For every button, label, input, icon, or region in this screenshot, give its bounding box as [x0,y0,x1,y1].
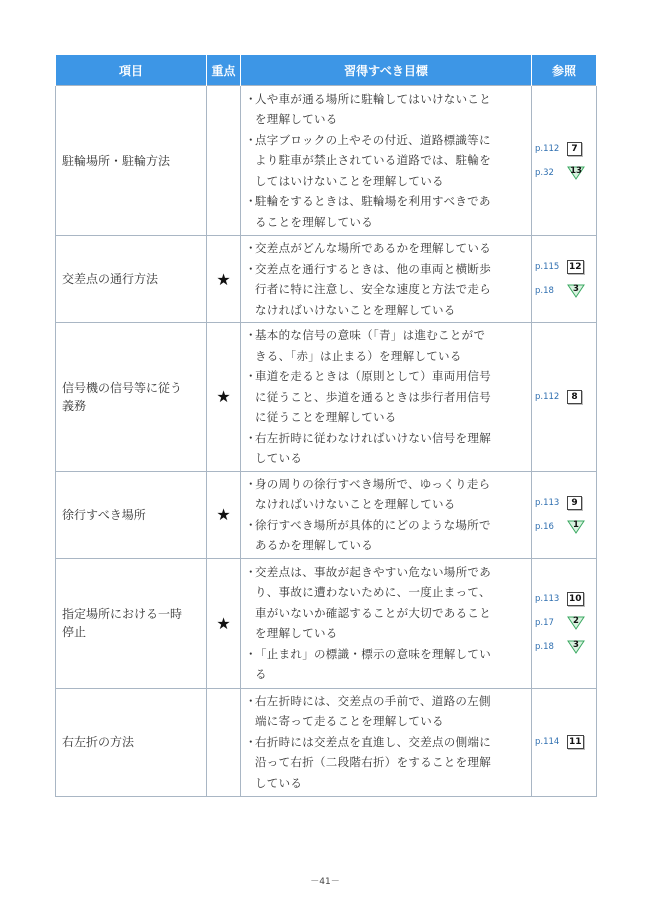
chapter-triangle-number: 3 [573,640,579,650]
bullet-icon [245,448,255,469]
priority-star: ★ [207,471,241,558]
table-row [56,471,597,558]
chapter-box: 8 [567,390,582,404]
page-ref [535,730,596,754]
goal-line [245,515,527,536]
goal-text: 沿って右折（二段階右折）をすることを理解 [255,755,491,770]
chapter-triangle-icon [567,640,585,654]
page-number: －41－ [310,877,340,887]
ref-cell [532,558,597,688]
bullet-icon: ・ [245,328,257,342]
page-ref-number: p.112 [535,143,560,154]
page-ref-number: p.18 [535,642,554,652]
goal-text: 右折時には交差点を直進し、交差点の側端に [255,734,491,749]
priority-star [207,688,241,796]
bullet-icon: ・ [245,517,257,532]
page-ref-number: p.32 [535,167,554,178]
goal-line [245,259,527,280]
goal-line [245,89,527,110]
goal-text: 車がいないか確認することが大切であること [255,605,491,620]
bullet-icon: ・ [245,91,257,106]
item-cell [56,86,207,236]
bullet-icon: ・ [245,132,257,147]
bullet-icon [245,407,255,428]
goal-text: している [255,775,303,790]
goal-text: している [255,451,303,465]
table-row [56,323,597,472]
item-label: 義務 [62,398,87,413]
goal-line [245,428,527,449]
page-ref-number: p.18 [535,286,554,296]
goal-line [245,711,527,732]
goal-line [245,130,527,151]
chapter-triangle-icon [567,284,585,298]
item-cell [56,471,207,558]
item-cell [56,688,207,796]
goal-line [245,325,527,346]
goal-text: 右左折時には、交差点の手前で、道路の左側 [255,693,491,708]
goal-cell [241,236,532,323]
ref-cell [532,688,597,796]
goal-text: ることを理解している [255,214,373,229]
goal-line [245,171,527,192]
goal-line [245,562,527,583]
chapter-triangle-number: 3 [573,284,579,294]
goal-line [245,387,527,408]
chapter-triangle-icon [567,166,585,180]
table-row [56,236,597,323]
goal-text: 人や車が通る場所に駐輪してはいけないこと [255,91,491,106]
bullet-icon: ・ [245,369,257,383]
goal-text: 点字ブロックの上やその付近、道路標識等に [255,132,491,147]
goal-cell [241,688,532,796]
item-label: 徐行すべき場所 [62,507,146,522]
goal-text: 行者に特に注意し、安全な速度と方法で走ら [255,282,491,296]
bullet-icon: ・ [245,241,257,255]
goal-text: 交差点は、事故が起きやすい危ない場所であ [255,564,491,579]
page-ref [535,385,596,409]
priority-star: ★ [207,323,241,472]
goal-text: り、事故に遭わないために、一度止まって、 [255,585,491,599]
ref-cell [532,86,597,236]
goal-text: より駐車が禁止されている道路では、駐輪を [255,153,491,168]
table-row [56,86,597,236]
ref-cell [532,471,597,558]
goal-text: 交差点を通行するときは、他の車両と横断歩 [255,261,491,276]
goal-line [245,623,527,644]
goal-text: 身の周りの徐行すべき場所で、ゆっくり走ら [255,476,491,491]
bullet-icon [245,387,255,408]
bullet-icon: ・ [245,261,257,276]
goal-line [245,448,527,469]
item-label: 右左折の方法 [62,735,135,749]
bullet-icon [245,535,255,556]
goal-line [245,407,527,428]
table-row [56,688,597,796]
goal-line [245,150,527,171]
chapter-triangle-number: 1 [573,519,579,530]
bullet-icon [245,664,255,685]
goal-line [245,732,527,753]
page-ref-number: p.16 [535,521,554,532]
goal-line [245,366,527,387]
page-ref [535,611,596,635]
item-label: 停止 [62,625,87,639]
bullet-icon: ・ [245,476,257,491]
bullet-icon: ・ [245,430,257,445]
bullet-icon: ・ [245,646,257,661]
chapter-triangle-number: 13 [570,165,582,176]
goal-line [245,582,527,603]
chapter-box: 7 [567,142,582,156]
goal-line [245,238,527,259]
chapter-box: 11 [569,737,582,747]
goal-cell [241,323,532,472]
goal-text: る [255,667,267,681]
bullet-icon: ・ [245,194,257,209]
ref-cell [532,323,597,472]
header-ref: 参照 [532,55,597,86]
priority-star: ★ [207,236,241,323]
chapter-box: 12 [569,262,582,272]
header-item: 項目 [56,55,207,86]
chapter-triangle-icon [567,616,585,630]
table-row [56,558,597,688]
goal-line [245,752,527,773]
bullet-icon: ・ [245,693,257,708]
goal-line [245,300,527,321]
bullet-icon [245,494,255,515]
goal-cell [241,471,532,558]
goal-text: 徐行すべき場所が具体的にどのような場所で [255,517,491,532]
goal-text: きる、「赤」は止まる）を理解している [255,348,462,363]
item-cell [56,236,207,323]
bullet-icon [245,279,255,300]
ref-cell [532,236,597,323]
goal-text: 端に寄って走ることを理解している [255,714,444,729]
goal-line [245,346,527,367]
goal-cell [241,558,532,688]
header-goal: 習得すべき目標 [241,55,532,86]
bullet-icon [245,773,255,794]
goal-line [245,474,527,495]
page-ref [535,279,596,303]
page-ref-number: p.17 [535,618,554,628]
goal-text: なければいけないことを理解している [255,302,456,317]
bullet-icon [245,623,255,644]
chapter-box: 10 [569,594,582,604]
goal-line [245,644,527,665]
goal-line [245,535,527,556]
learning-goals-table [55,55,597,797]
bullet-icon [245,171,255,192]
goal-line [245,664,527,685]
priority-star: ★ [207,558,241,688]
goal-text: を理解している [255,626,338,640]
goal-line [245,191,527,212]
goal-text: なければいけないことを理解している [255,497,456,511]
page-ref [535,515,596,539]
goal-text: を理解している [255,112,338,127]
item-cell [56,323,207,472]
page-ref [535,137,596,161]
page-ref [535,491,596,515]
bullet-icon [245,300,255,321]
goal-line [245,212,527,233]
goal-line [245,691,527,712]
goal-text: 右左折時に従わなければいけない信号を理解 [255,430,491,445]
goal-line [245,494,527,515]
page-ref-number: p.113 [535,497,560,508]
goal-text: 基本的な信号の意味（「青」は進むことがで [255,328,486,342]
priority-star [207,86,241,236]
goal-text: に従うこと、歩道を通るときは歩行者用信号 [255,389,491,404]
item-label: 駐輪場所・駐輪方法 [62,153,171,168]
page-ref [535,161,596,185]
goal-line [245,603,527,624]
bullet-icon [245,603,255,624]
goal-text: してはいけないことを理解している [255,173,444,188]
goal-text: に従うことを理解している [255,410,397,424]
bullet-icon: ・ [245,564,257,579]
page-ref-number: p.112 [535,391,560,402]
goal-cell [241,86,532,236]
page-ref-number: p.113 [535,594,560,604]
bullet-icon [245,109,255,130]
goal-line [245,773,527,794]
bullet-icon: ・ [245,734,257,749]
item-label: 指定場所における一時 [62,607,183,621]
page-ref [535,635,596,659]
goal-text: 交差点がどんな場所であるかを理解している [255,241,491,255]
bullet-icon [245,212,255,233]
header-priority: 重点 [207,55,241,86]
item-cell [56,558,207,688]
goal-text: あるかを理解している [255,538,373,552]
bullet-icon [245,150,255,171]
chapter-box: 9 [567,496,582,510]
bullet-icon [245,752,255,773]
page-ref [535,587,596,611]
table-body [56,86,597,797]
chapter-triangle-number: 2 [573,616,579,626]
goal-line [245,109,527,130]
bullet-icon [245,346,255,367]
bullet-icon [245,711,255,732]
goal-text: 「止まれ」の標識・標示の意味を理解してい [255,646,491,661]
bullet-icon [245,582,255,603]
goal-line [245,279,527,300]
goal-text: 車道を走るときは（原則として）車両用信号 [255,369,491,383]
page-ref [535,255,596,279]
page-ref-number: p.115 [535,262,560,272]
item-label: 交差点の通行方法 [62,272,159,286]
chapter-triangle-icon [567,520,585,534]
item-label: 信号機の信号等に従う [62,380,183,395]
page-ref-number: p.114 [535,737,560,747]
table-header-row [56,55,597,86]
goal-text: 駐輪をするときは、駐輪場を利用すべきであ [255,194,491,209]
